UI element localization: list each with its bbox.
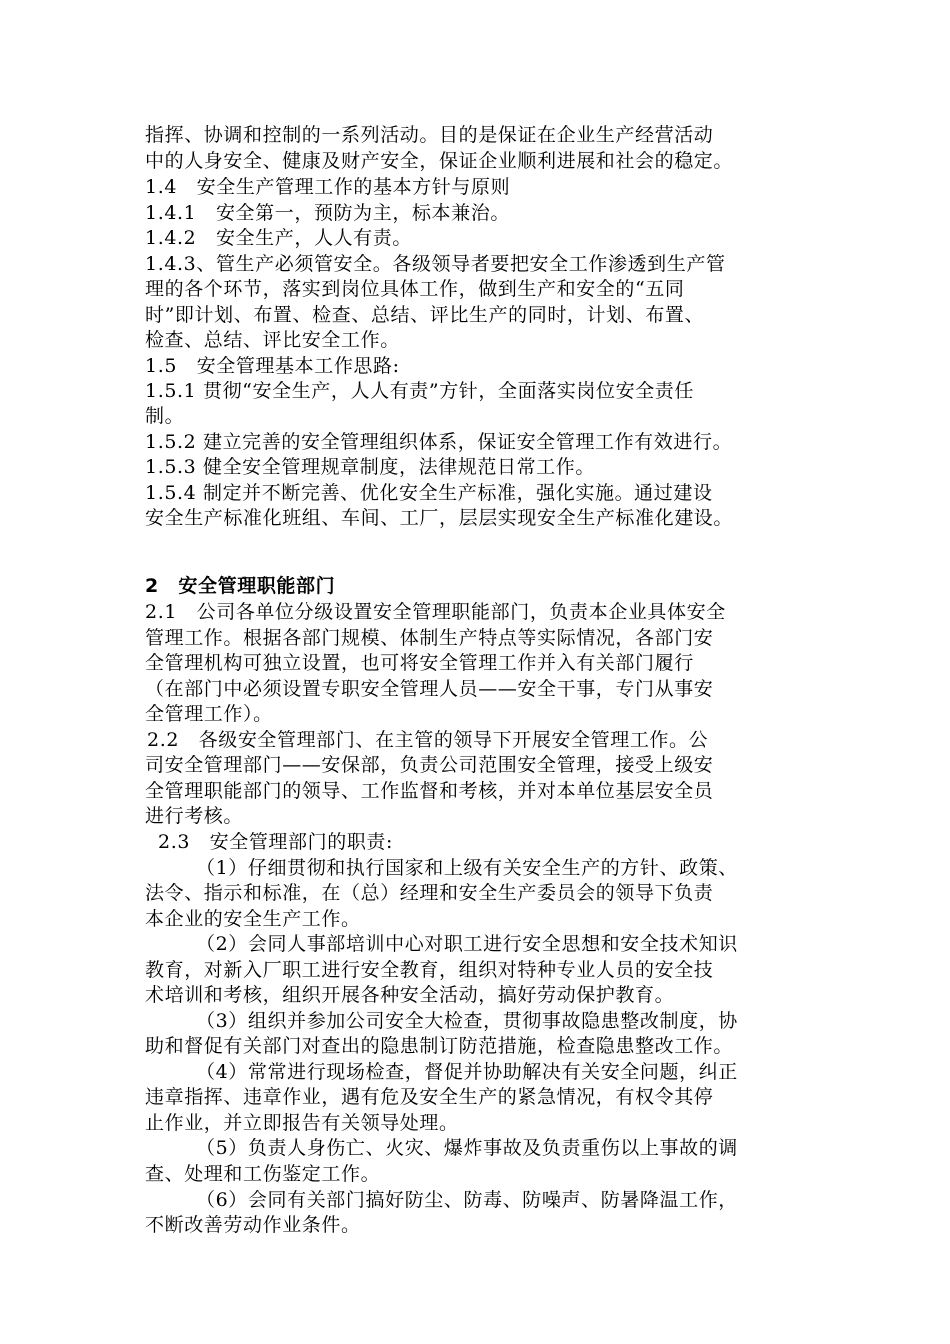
body-text-line: 教育，对新入厂职工进行安全教育，组织对特种专业人员的安全技 <box>145 959 714 981</box>
list-item-5: （5）负责人身伤亡、火灾、爆炸事故及负责重伤以上事故的调 <box>196 1137 738 1159</box>
list-item-3: （3）组织并参加公司安全大检查，贯彻事故隐患整改制度，协 <box>196 1010 738 1032</box>
body-text-line: 全管理机构可独立设置，也可将安全管理工作并入有关部门履行 <box>145 652 694 674</box>
list-item-1: （1）仔细贯彻和执行国家和上级有关安全生产的方针、政策、 <box>196 857 738 879</box>
body-text-line: 违章指挥、违章作业，遇有危及安全生产的紧急情况，有权令其停 <box>145 1086 714 1108</box>
body-text-line: 检查、总结、评比安全工作。 <box>145 329 400 351</box>
list-item-6: （6）会同有关部门搞好防尘、防毒、防噪声、防暑降温工作， <box>196 1189 738 1211</box>
body-text-line: 止作业，并立即报告有关领导处理。 <box>145 1112 459 1134</box>
body-text-line: 1.5.3 健全安全管理规章制度，法律规范日常工作。 <box>145 456 595 478</box>
body-text-line: 制。 <box>145 405 185 427</box>
section-heading-2-2: 2.2 各级安全管理部门、在主管的领导下开展安全管理工作。公 <box>147 729 709 751</box>
body-text-line: 不断改善劳动作业条件。 <box>145 1214 361 1236</box>
body-text-line: 进行考核。 <box>145 805 244 827</box>
body-text-line: 2.1 公司各单位分级设置安全管理职能部门，负责本企业具体安全 <box>145 601 726 623</box>
body-text-line: 全管理职能部门的领导、工作监督和考核，并对本单位基层安全员 <box>145 780 714 802</box>
body-text-line: 全管理工作）。 <box>145 703 273 725</box>
body-text-line: 理的各个环节，落实到岗位具体工作，做到生产和安全的“五同 <box>145 278 685 300</box>
body-text-line: 1.5.1 贯彻“安全生产，人人有责”方针，全面落实岗位安全责任 <box>145 380 695 402</box>
body-text-line: 本企业的安全生产工作。 <box>145 908 361 930</box>
body-text-line: 指挥、协调和控制的一系列活动。目的是保证在企业生产经营活动 <box>145 124 714 146</box>
section-heading-2-3: 2.3 安全管理部门的职责: <box>158 831 394 853</box>
body-text-line: 管理工作。根据各部门规模、体制生产特点等实际情况，各部门安 <box>145 627 714 649</box>
body-text-line: 中的人身安全、健康及财产安全，保证企业顺利进展和社会的稳定。 <box>145 150 734 172</box>
chapter-heading-2: 2 安全管理职能部门 <box>145 575 336 597</box>
body-text-line: 1.4.1 安全第一，预防为主，标本兼治。 <box>145 202 510 224</box>
body-text-line: （在部门中必须设置专职安全管理人员——安全干事，专门从事安 <box>145 678 714 700</box>
body-text-line: 时”即计划、布置、检查、总结、评比生产的同时，计划、布置、 <box>145 304 705 326</box>
body-text-line: 1.4.2 安全生产，人人有责。 <box>145 227 412 249</box>
body-text-line: 司安全管理部门——安保部，负责公司范围安全管理，接受上级安 <box>145 754 714 776</box>
body-text-line: 术培训和考核，组织开展各种安全活动，搞好劳动保护教育。 <box>145 984 675 1006</box>
section-heading-1-4: 1.4 安全生产管理工作的基本方针与原则 <box>145 176 511 198</box>
body-text-line: 助和督促有关部门对查出的隐患制订防范措施，检查隐患整改工作。 <box>145 1035 734 1057</box>
body-text-line: 法令、指示和标准，在（总）经理和安全生产委员会的领导下负责 <box>145 882 714 904</box>
list-item-2: （2）会同人事部培训中心对职工进行安全思想和安全技术知识 <box>196 933 738 955</box>
section-heading-1-5: 1.5 安全管理基本工作思路: <box>145 355 400 377</box>
body-text-line: 1.5.4 制定并不断完善、优化安全生产标准，强化实施。通过建设 <box>145 482 713 504</box>
body-text-line: 安全生产标准化班组、车间、工厂，层层实现安全生产标准化建设。 <box>145 507 734 529</box>
body-text-line: 1.5.2 建立完善的安全管理组织体系，保证安全管理工作有效进行。 <box>145 431 733 453</box>
body-text-line: 1.4.3、管生产必须管安全。各级领导者要把安全工作渗透到生产管 <box>145 253 726 275</box>
body-text-line: 查、处理和工伤鉴定工作。 <box>145 1163 381 1185</box>
list-item-4: （4）常常进行现场检查，督促并协助解决有关安全问题，纠正 <box>196 1061 738 1083</box>
